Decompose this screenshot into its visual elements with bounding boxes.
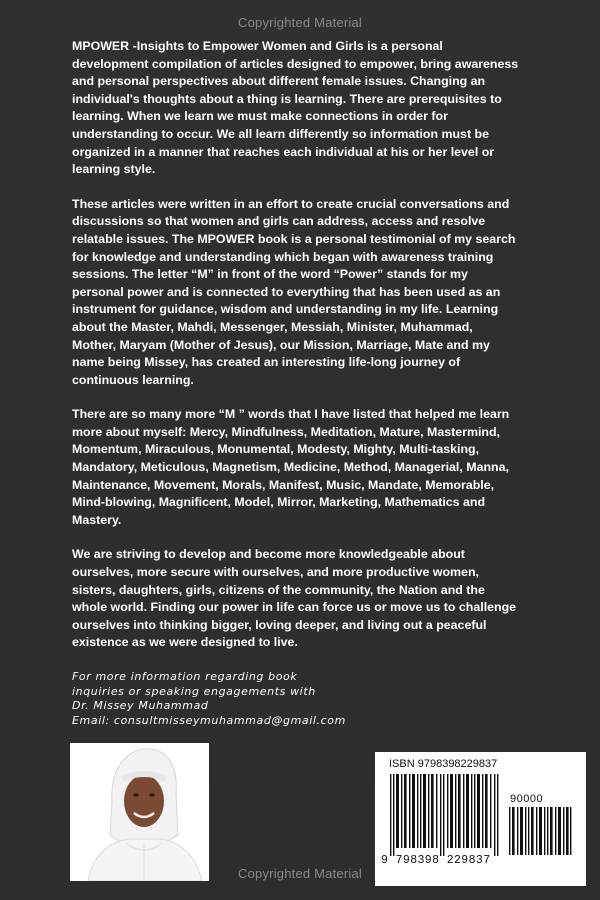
paragraph-striving: We are striving to develop and become more knowledgeable about ourselves, more secure with ourselves, and more productive women, sisters, daughters, girls, citizens of the community, the Nation and the whole world. Finding our power in life can force us or move us to challenge ourselves into thinking bigger, loving deeper, and living out a peaceful existence as we were designed to live. (72, 547, 517, 650)
paragraph-articles: These articles were written in an effort to create crucial conversations and discussions so that women and girls can address, access and resolve relatable issues. The MPOWER book is a personal testimonial of my search for knowledge and understanding which began with awareness training sessions. The letter “M” in front of the word “Power” stands for my personal power and is connected to everything that has been used as an instrument for guidance, wisdom and understanding in my life. Learning about the Master, Mahdi, Messenger, Messiah, Minister, Muhammad, Mother, Maryam (Mother of Jesus), our Mission, Marriage, Mate and my name being Missey, has created an interesting life-long journey of continuous learning. (72, 196, 516, 387)
author-portrait-illustration (70, 743, 209, 881)
contact-info (72, 670, 402, 728)
contact-line-2: inquiries or speaking engagements with (72, 684, 316, 698)
price-barcode-bars-icon (509, 807, 573, 855)
contact-line-1: For more information regarding book (72, 670, 298, 683)
contact-line-3: Dr. Missey Muhammad (72, 699, 209, 712)
paragraph-intro: MPOWER -Insights to Empower Women and Girls is a personal development compilation of articles designed to empower, bring awareness and personal perspectives about different female issues. Changing an individual's thoughts about a thing is learning. There are prerequisites to learning. When we learn we must make connections in order for understanding to occur. We all learn differently so information must be organized in a manner that reaches each individual at his or her level or learning style. (72, 39, 519, 177)
contact-email: Email: consultmisseymuhammad@gmail.com (72, 713, 346, 727)
paragraph-m-words: There are so many more “M ” words that I have listed that helped me learn more about myself: Mercy, Mindfulness, Meditation, Mature, Mastermind, Momentum, Miraculous, Monumental, Modesty, Mighty, Multi-tasking, Mandatory, Meticulous, Magnetism, Medicine, Method, Managerial, Manna, Maintenance, Movement, Morals, Manifest, Music, Mandate, Memorable, Mind-blowing, Magnificent, Model, Mirror, Marketing, Mathematics and Mastery. (72, 407, 510, 527)
isbn-label: ISBN 9798398229837 (389, 758, 498, 770)
copyright-watermark-bottom: Copyrighted Material (238, 866, 362, 881)
price-code: 90000 (510, 793, 544, 805)
author-photo (70, 743, 209, 881)
description-text (72, 38, 520, 669)
copyright-watermark-top: Copyrighted Material (238, 15, 362, 30)
barcode-bars-icon (390, 774, 502, 856)
isbn-digits: 9 798398 229837 (381, 854, 491, 867)
